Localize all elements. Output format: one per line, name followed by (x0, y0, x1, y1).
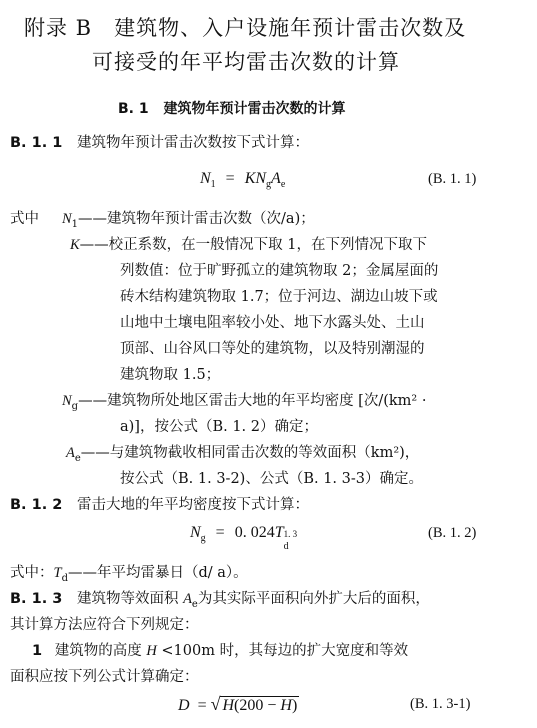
clause-number: B. 1. 1 (10, 135, 63, 151)
def-symbol-sub: 1 (71, 219, 79, 230)
formula-number-b1131: (B. 1. 3-1) (410, 696, 471, 712)
def-k-line5: 顶部、山谷风口等处的建筑物，以及特别潮湿的 (120, 341, 425, 357)
clause-b113 (10, 586, 430, 614)
def-k (70, 232, 427, 258)
def-line: 校正系数，在一般情况下取 1，在下列情况下取下 (108, 237, 428, 253)
where-symbol: T (53, 565, 62, 581)
def-ng-line2: a)]，按公式（B. 1. 2）确定； (120, 419, 319, 435)
def-symbol: A (66, 445, 75, 461)
radicand-h: H (222, 697, 235, 714)
formula-exp: 1. 3 (283, 529, 298, 539)
def-ae (66, 440, 419, 468)
formula-lhs: D (178, 697, 190, 714)
radicand-rest: (200 − (234, 697, 281, 714)
formula-lhs: N (200, 170, 211, 187)
formula-b1131 (178, 694, 299, 715)
clause-text-post: 为其实际平面积向外扩大后的面积， (197, 591, 430, 607)
formula-kn-sub: g (266, 179, 272, 190)
formula-number-b112: (B. 1. 2) (428, 525, 477, 541)
appendix-title-line2: 可接受的年平均雷击次数的计算 (92, 50, 400, 74)
where-text: 年平均雷暴日（d/ a）。 (96, 565, 248, 581)
where-b112 (10, 560, 248, 588)
radicand (220, 696, 299, 715)
def-line: 建筑物所处地区雷击大地的年平均密度 [次/(km² · (107, 393, 427, 409)
item-number: 1 (32, 643, 43, 659)
formula-b112 (190, 524, 302, 552)
def-dash: —— (78, 393, 108, 409)
def-ae-line2: 按公式（B. 1. 3-2)、公式（B. 1. 3-3）确定。 (120, 471, 423, 487)
def-dash: —— (79, 237, 109, 253)
formula-var-sub: d (283, 541, 289, 552)
clause-text: 雷击大地的年平均密度按下式计算： (76, 497, 309, 513)
item-text-pre: 建筑物的高度 (54, 643, 147, 659)
where-symbol-sub: d (61, 573, 68, 584)
def-dash: —— (80, 445, 110, 461)
item-symbol: H (146, 643, 157, 659)
radical-sign: √ (210, 694, 221, 714)
radicand-h2: H (280, 697, 292, 714)
clause-symbol-sub: e (191, 599, 198, 610)
def-symbol-sub: g (71, 401, 79, 412)
radicand-close: ) (291, 697, 298, 714)
formula-lhs: N (190, 524, 201, 541)
def-ng (62, 388, 426, 416)
def-symbol-sub: e (74, 453, 81, 464)
section-heading (118, 98, 345, 118)
def-k-line4: 山地中土壤电阻率较小处、地下水露头处、土山 (120, 315, 425, 331)
def-k-line2: 列数值：位于旷野孤立的建筑物取 2；金属屋面的 (120, 263, 439, 279)
section-number: B. 1 (118, 101, 149, 117)
section-title: 建筑物年预计雷击次数的计算 (163, 101, 346, 117)
where-dash: —— (67, 565, 97, 581)
clause-number: B. 1. 3 (10, 591, 63, 607)
def-symbol: N (62, 393, 72, 409)
def-symbol: K (70, 237, 80, 253)
where-label: 式中： (10, 565, 54, 581)
def-n1 (62, 206, 315, 234)
formula-a: A (271, 170, 281, 187)
where-label: 式中 (10, 211, 39, 227)
formula-op: = (197, 697, 207, 714)
def-symbol: N (62, 211, 72, 227)
def-dash: —— (78, 211, 108, 227)
formula-var: T (274, 524, 284, 541)
item-text-post: <100m 时，其每边的扩大宽度和等效 (156, 643, 409, 659)
formula-coef: 0. 024 (234, 524, 275, 541)
formula-op: = (225, 170, 235, 187)
def-line: 建筑物年预计雷击次数（次/a)； (107, 211, 315, 227)
def-k-line3: 砖木结构建筑物取 1.7；位于河边、湖边山坡下或 (120, 289, 438, 305)
formula-number-b111: (B. 1. 1) (428, 171, 477, 187)
formula-lhs-sub: g (200, 533, 206, 544)
clause-number: B. 1. 2 (10, 497, 63, 513)
formula-lhs-sub: 1 (210, 179, 216, 190)
clause-text-pre: 建筑物等效面积 (76, 591, 184, 607)
appendix-title-line1: 附录 B 建筑物、入户设施年预计雷击次数及 (24, 16, 467, 40)
formula-kn: KN (244, 170, 267, 187)
formula-a-sub: e (280, 179, 286, 190)
formula-b111 (200, 170, 285, 188)
formula-op: = (215, 524, 225, 541)
clause-symbol: A (183, 591, 192, 607)
clause-b113-line2: 其计算方法应符合下列规定： (10, 617, 199, 633)
item-1 (32, 638, 408, 664)
def-line: 与建筑物截收相同雷击次数的等效面积（km²)， (109, 445, 420, 461)
item-1-line2: 面积应按下列公式计算确定： (10, 669, 199, 685)
clause-text: 建筑物年预计雷击次数按下式计算： (76, 135, 309, 151)
def-k-line6: 建筑物取 1.5； (120, 367, 221, 383)
clause-b111 (10, 130, 309, 156)
clause-b112 (10, 492, 309, 518)
